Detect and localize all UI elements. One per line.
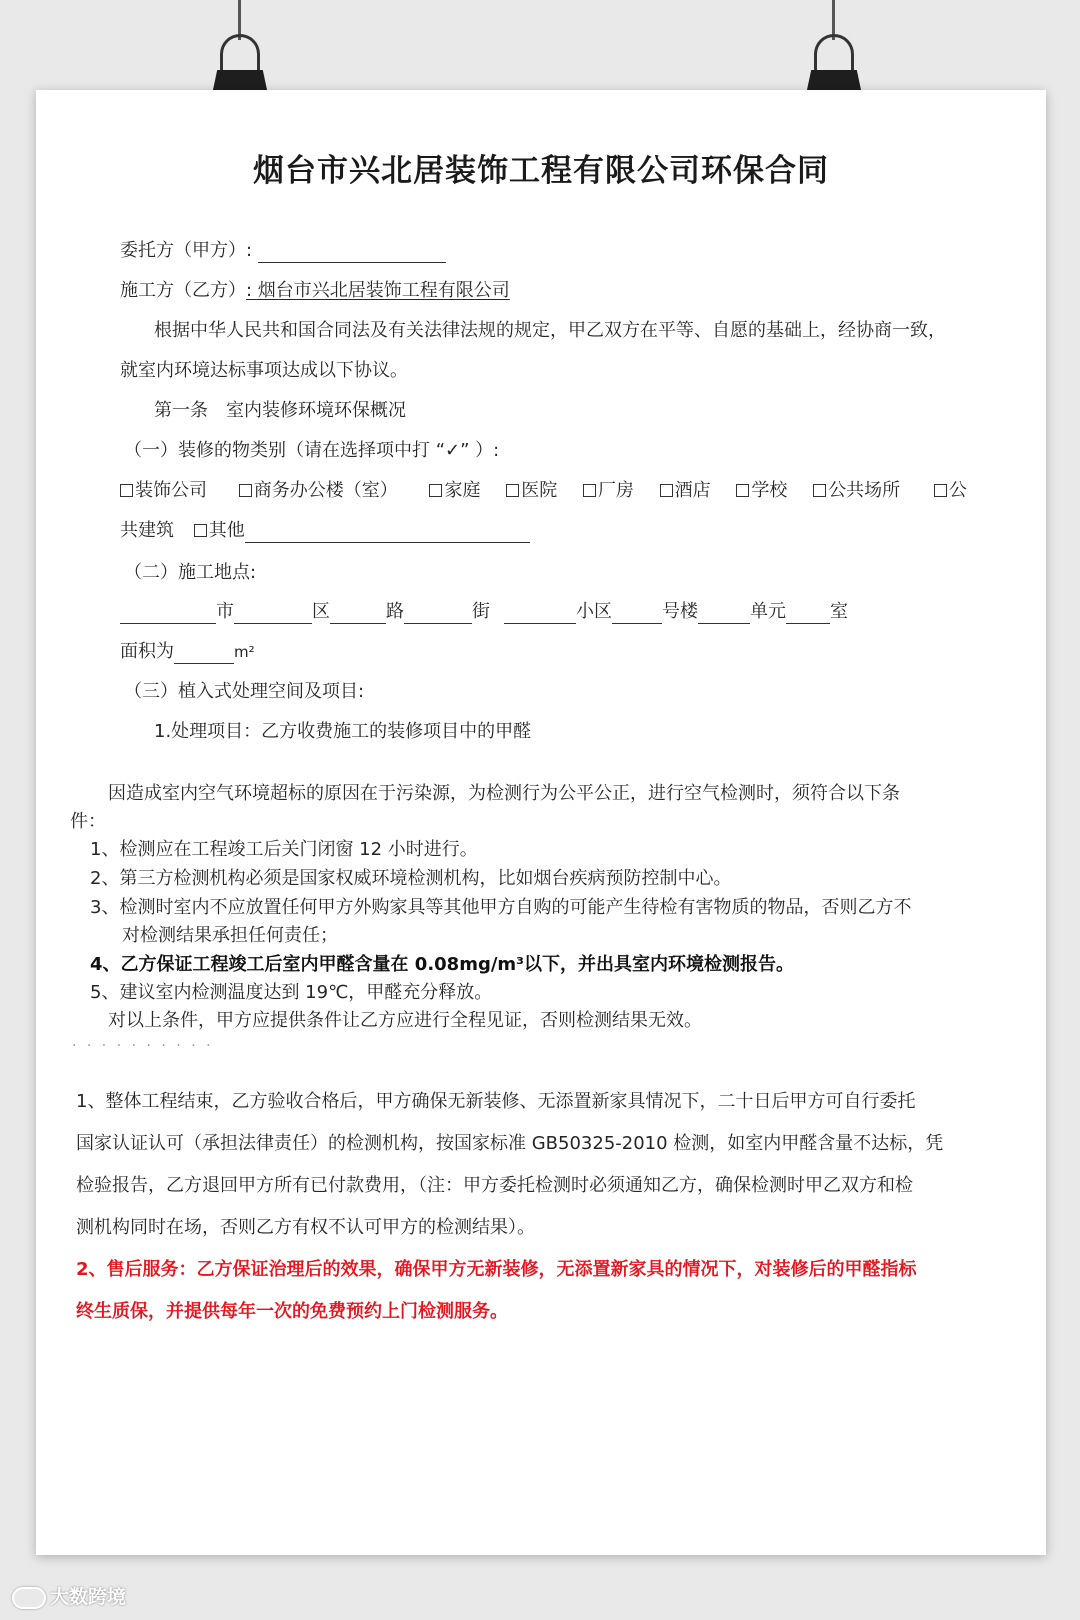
options-row-1 <box>120 479 967 503</box>
party-a-blank[interactable] <box>258 243 446 263</box>
conditions-end: 对以上条件，甲方应提供条件让乙方应进行全程见证，否则检测结果无效。 <box>108 1010 702 1031</box>
address-line: 市 区 路 街 小区 号楼 单元 室 <box>120 600 848 624</box>
checkbox-icon <box>429 484 442 497</box>
option-office[interactable]: 商务办公楼（室） <box>239 480 398 501</box>
watermark: 大数跨境 <box>12 1582 126 1609</box>
after-sales-line: 终生质保，并提供每年一次的免费预约上门检测服务。 <box>76 1301 508 1322</box>
checkbox-icon <box>194 524 207 537</box>
unit-blank[interactable] <box>698 604 750 624</box>
option-hospital[interactable]: 医院 <box>506 480 557 501</box>
room-blank[interactable] <box>786 604 830 624</box>
checkbox-icon <box>660 484 673 497</box>
condition-item: 3、检测时室内不应放置任何甲方外购家具等其他甲方自购的可能产生待检有害物质的物品，否则乙方不 <box>90 897 912 918</box>
road-blank[interactable] <box>330 604 386 624</box>
party-b-line <box>120 279 510 303</box>
clause-1-line: 测机构同时在场，否则乙方有权不认可甲方的检测结果）。 <box>76 1217 535 1238</box>
option-hotel[interactable]: 酒店 <box>660 480 711 501</box>
party-a-line <box>120 239 446 263</box>
item-1: 1.处理项目：乙方收费施工的装修项目中的甲醛 <box>154 721 532 742</box>
option-public-place[interactable]: 公共场所 <box>813 480 900 501</box>
option-public-building[interactable]: 公 <box>934 480 967 501</box>
condition-item-cont: 对检测结果承担任何责任； <box>122 925 338 946</box>
option-factory[interactable]: 厂房 <box>583 480 634 501</box>
option-decoration-company[interactable]: 装饰公司 <box>120 480 207 501</box>
checkbox-icon <box>120 484 133 497</box>
party-a-label: 委托方（甲方）: <box>120 240 253 261</box>
condition-item: 5、建议室内检测温度达到 19℃，甲醛充分释放。 <box>90 982 493 1003</box>
street-blank[interactable] <box>404 604 472 624</box>
clause-1-line: 国家认证认可（承担法律责任）的检测机构，按国家标准 GB50325-2010 检测，如室内甲醛含量不达标，凭 <box>76 1133 944 1154</box>
district-blank[interactable] <box>234 604 312 624</box>
other-blank[interactable] <box>245 523 530 543</box>
area-blank[interactable] <box>174 644 234 664</box>
option-other[interactable]: 其他 <box>194 520 245 541</box>
article-1-heading: 第一条 室内装修环境环保概况 <box>154 400 406 421</box>
condition-item: 2、第三方检测机构必须是国家权威环境检测机构，比如烟台疾病预防控制中心。 <box>90 868 732 889</box>
clause-1-line: 1、整体工程结束，乙方验收合格后，甲方确保无新装修、无添置新家具情况下，二十日后甲方可自行委托 <box>76 1091 916 1112</box>
party-b-label: 施工方（乙方） <box>120 280 246 301</box>
after-sales-line: 2、售后服务：乙方保证治理后的效果，确保甲方无新装修，无添置新家具的情况下，对装修后的甲醛指标 <box>76 1259 917 1280</box>
intro-line-2: 就室内环境达标事项达成以下协议。 <box>120 360 408 381</box>
option-public-building-cont: 共建筑 <box>120 520 174 541</box>
area-unit: m² <box>234 643 255 661</box>
area-line: 面积为 m² <box>120 641 255 662</box>
building-blank[interactable] <box>612 604 662 624</box>
checkbox-icon <box>813 484 826 497</box>
condition-item-bold: 4、乙方保证工程竣工后室内甲醛含量在 0.08mg/m³以下，并出具室内环境检测报告。 <box>90 954 795 975</box>
section-1-heading: （一）装修的物类别（请在选择项中打 “✓” ）: <box>124 440 500 461</box>
checkbox-icon <box>506 484 519 497</box>
watermark-logo-icon <box>12 1587 46 1609</box>
option-home[interactable]: 家庭 <box>429 480 480 501</box>
city-blank[interactable] <box>120 604 216 624</box>
checkbox-icon <box>583 484 596 497</box>
conditions-intro-2: 件： <box>70 811 106 832</box>
dotted-separator: · · · · · · · · · · <box>72 1038 214 1054</box>
option-school[interactable]: 学校 <box>736 480 787 501</box>
section-3-heading: （三）植入式处理空间及项目: <box>124 681 365 702</box>
contract-paper <box>36 90 1046 1555</box>
conditions-intro-1: 因造成室内空气环境超标的原因在于污染源，为检测行为公平公正，进行空气检测时，须符合以下条 <box>108 783 900 804</box>
section-2-heading: （二）施工地点: <box>124 562 257 583</box>
checkbox-icon <box>239 484 252 497</box>
intro-line-1: 根据中华人民共和国合同法及有关法律法规的规定，甲乙双方在平等、自愿的基础上，经协商一致， <box>154 320 946 341</box>
options-row-2 <box>120 519 530 543</box>
condition-item: 1、检测应在工程竣工后关门闭窗 12 小时进行。 <box>90 839 478 860</box>
clause-1-line: 检验报告，乙方退回甲方所有已付款费用，（注：甲方委托检测时必须通知乙方，确保检测时甲乙双方和检 <box>76 1175 913 1196</box>
party-b-value: : 烟台市兴北居装饰工程有限公司 <box>246 280 510 301</box>
community-blank[interactable] <box>504 604 576 624</box>
contract-title: 烟台市兴北居装饰工程有限公司环保合同 <box>253 153 829 189</box>
checkbox-icon <box>934 484 947 497</box>
checkbox-icon <box>736 484 749 497</box>
